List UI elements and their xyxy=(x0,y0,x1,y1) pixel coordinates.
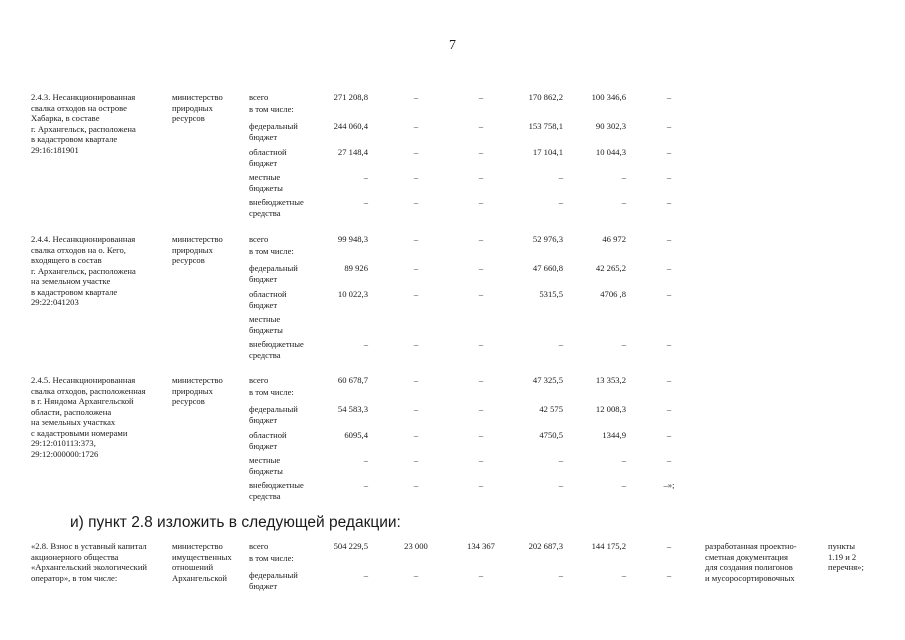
value-cell: 144 175,2 xyxy=(591,541,626,551)
item-name-line: Хабарка, в составе xyxy=(31,113,100,123)
responsible-body-line: природных xyxy=(172,244,213,255)
value-cell: – xyxy=(558,172,563,182)
item-name-line: 29:12:000000:1726 xyxy=(31,448,99,459)
value-cell: – xyxy=(621,339,626,349)
item-name-line: свалка отходов на острове xyxy=(31,102,127,113)
value-cell: – xyxy=(413,339,419,349)
responsible-body xyxy=(172,375,223,407)
value-cell: 271 208,8 xyxy=(333,92,368,102)
value-cell: – xyxy=(363,455,368,465)
funding-source xyxy=(249,234,268,245)
value-cell: – xyxy=(478,263,484,273)
responsible-body xyxy=(172,92,223,124)
value-cell: – xyxy=(413,147,419,157)
item-name-line: г. Архангельск, расположена xyxy=(31,265,136,276)
item-name-line: входящего в состав xyxy=(31,255,102,265)
item-name-line: свалка отходов, расположенная xyxy=(31,385,146,396)
item-name-line: 2.4.3. Несанкционированная xyxy=(31,92,136,102)
value-cell: – xyxy=(413,430,419,440)
responsible-body-line: природных xyxy=(172,385,213,396)
item-name xyxy=(31,541,147,583)
value-cell: – xyxy=(558,197,563,207)
value-cell: – xyxy=(478,121,484,131)
value-cell: – xyxy=(666,263,672,273)
funding-source xyxy=(249,553,294,564)
funding-source-line: бюджет xyxy=(249,273,278,284)
item-name-line: в кадастровом квартале xyxy=(31,286,118,297)
funding-source-line: в том числе: xyxy=(249,387,294,397)
value-cell: – xyxy=(413,263,419,273)
value-cell: – xyxy=(621,455,626,465)
funding-source-line: бюджет xyxy=(249,440,278,451)
value-cell: – xyxy=(363,172,368,182)
item-name-line: в кадастровом квартале xyxy=(31,134,118,144)
value-cell: – xyxy=(363,480,368,490)
value-cell: – xyxy=(413,172,419,182)
funding-source xyxy=(249,387,294,398)
value-cell: 6095,4 xyxy=(344,430,368,440)
value-cell: 42 265,2 xyxy=(595,263,626,273)
item-name-line: «Архангельский экологический xyxy=(31,562,148,572)
value-cell: – xyxy=(666,92,672,102)
funding-source-line: в том числе: xyxy=(249,246,294,256)
value-cell: 42 575 xyxy=(539,404,563,414)
value-cell: 504 229,5 xyxy=(333,541,368,551)
value-cell: – xyxy=(413,121,419,131)
funding-source xyxy=(249,455,283,476)
funding-source-line: в том числе: xyxy=(249,553,294,563)
value-cell: – xyxy=(478,570,484,580)
value-cell: 134 367 xyxy=(467,541,495,551)
expected-result-line: разработанная проектно- xyxy=(705,541,797,551)
responsible-body-line: ресурсов xyxy=(172,113,205,123)
reference xyxy=(828,541,864,573)
section-heading: и) пункт 2.8 изложить в следующей редакции: xyxy=(70,514,401,531)
item-name xyxy=(31,375,146,459)
value-cell: 202 687,3 xyxy=(528,541,563,551)
funding-source xyxy=(249,375,268,386)
responsible-body-line: ресурсов xyxy=(172,255,205,265)
item-name-line: 29:16:181901 xyxy=(31,144,79,155)
value-cell: – xyxy=(666,430,672,440)
item-name-line: в г. Няндома Архангельской xyxy=(31,396,134,406)
responsible-body-line: министерство xyxy=(172,541,223,551)
funding-source-line: бюджет xyxy=(249,131,278,142)
funding-source-line: местные xyxy=(249,314,281,324)
value-cell: – xyxy=(666,121,672,131)
expected-result-line: сметная документация xyxy=(705,551,788,562)
funding-source xyxy=(249,246,294,257)
funding-source-line: бюджеты xyxy=(249,182,283,193)
value-cell: – xyxy=(666,172,672,182)
value-cell: – xyxy=(413,455,419,465)
funding-source-line: бюджеты xyxy=(249,324,283,335)
value-cell: 27 148,4 xyxy=(337,147,368,157)
funding-source xyxy=(249,197,304,218)
expected-result xyxy=(705,541,797,583)
funding-source xyxy=(249,314,283,335)
value-cell: 47 660,8 xyxy=(532,263,563,273)
value-cell: – xyxy=(413,404,419,414)
value-cell: – xyxy=(666,375,672,385)
funding-source xyxy=(249,339,304,360)
value-cell: 10 022,3 xyxy=(337,289,368,299)
funding-source xyxy=(249,404,298,425)
value-cell: 99 948,3 xyxy=(337,234,368,244)
value-cell: –»; xyxy=(663,480,675,490)
value-cell: – xyxy=(558,339,563,349)
funding-source-line: средства xyxy=(249,349,281,360)
value-cell: – xyxy=(478,430,484,440)
funding-source-line: внебюджетные xyxy=(249,480,304,490)
value-cell: 13 353,2 xyxy=(595,375,626,385)
value-cell: – xyxy=(621,172,626,182)
funding-source-line: областной xyxy=(249,147,287,157)
item-name-line: 29:22:041203 xyxy=(31,297,79,307)
funding-source-line: в том числе: xyxy=(249,104,294,114)
value-cell: – xyxy=(413,289,419,299)
funding-source-line: федеральный xyxy=(249,121,298,131)
value-cell: – xyxy=(558,570,563,580)
funding-source-line: средства xyxy=(249,207,281,218)
funding-source-line: всего xyxy=(249,92,269,102)
item-name-line: «2.8. Взнос в уставный капитал xyxy=(31,541,147,551)
value-cell: 90 302,3 xyxy=(595,121,626,131)
item-name xyxy=(31,234,136,308)
value-cell: 100 346,6 xyxy=(591,92,626,102)
funding-source xyxy=(249,121,298,142)
item-name-line: свалка отходов на о. Кего, xyxy=(31,244,126,255)
value-cell: 5315,5 xyxy=(539,289,563,299)
value-cell: – xyxy=(478,234,484,244)
responsible-body-line: отношений xyxy=(172,562,214,572)
funding-source-line: бюджет xyxy=(249,157,278,168)
value-cell: – xyxy=(478,339,484,349)
funding-source xyxy=(249,104,294,115)
value-cell: 1344,9 xyxy=(602,430,626,440)
value-cell: – xyxy=(413,234,419,244)
value-cell: 52 976,3 xyxy=(532,234,563,244)
item-name-line: 2.4.4. Несанкционированная xyxy=(31,234,136,244)
funding-source-line: бюджеты xyxy=(249,465,283,476)
value-cell: 153 758,1 xyxy=(528,121,563,131)
funding-source-line: федеральный xyxy=(249,263,298,273)
value-cell: 89 926 xyxy=(344,263,368,273)
responsible-body-line: ресурсов xyxy=(172,396,205,406)
value-cell: – xyxy=(478,172,484,182)
funding-source-line: местные xyxy=(249,172,281,182)
funding-source-line: федеральный xyxy=(249,570,298,580)
value-cell: – xyxy=(558,480,563,490)
funding-source-line: всего xyxy=(249,375,269,385)
value-cell: 23 000 xyxy=(404,541,428,551)
funding-source-line: бюджет xyxy=(249,414,278,425)
value-cell: – xyxy=(666,541,672,551)
responsible-body-line: министерство xyxy=(172,375,223,385)
item-name-line: 29:12:010113:373, xyxy=(31,438,96,448)
item-name xyxy=(31,92,136,155)
funding-source-line: средства xyxy=(249,490,281,501)
item-name-line: области, расположена xyxy=(31,406,112,417)
funding-source-line: внебюджетные xyxy=(249,339,304,349)
value-cell: – xyxy=(666,197,672,207)
reference-line: перечня»; xyxy=(828,562,864,572)
value-cell: – xyxy=(558,455,563,465)
item-name-line: оператор», в том числе: xyxy=(31,572,118,583)
value-cell: – xyxy=(666,289,672,299)
value-cell: 4706 ,8 xyxy=(600,289,626,299)
value-cell: – xyxy=(666,339,672,349)
reference-line: пункты xyxy=(828,541,856,551)
item-name-line: с кадастровыми номерами xyxy=(31,427,128,438)
value-cell: – xyxy=(413,197,419,207)
value-cell: – xyxy=(478,289,484,299)
item-name-line: на земельном участке xyxy=(31,276,111,286)
responsible-body-line: министерство xyxy=(172,234,223,244)
value-cell: – xyxy=(363,339,368,349)
value-cell: 46 972 xyxy=(602,234,626,244)
funding-source-line: областной xyxy=(249,289,287,299)
responsible-body xyxy=(172,234,223,266)
value-cell: 12 008,3 xyxy=(595,404,626,414)
value-cell: – xyxy=(621,197,626,207)
funding-source-line: всего xyxy=(249,541,269,551)
funding-source-line: областной xyxy=(249,430,287,440)
value-cell: – xyxy=(478,480,484,490)
value-cell: – xyxy=(621,570,626,580)
value-cell: – xyxy=(666,404,672,414)
funding-source-line: внебюджетные xyxy=(249,197,304,207)
value-cell: – xyxy=(666,570,672,580)
item-name-line: акционерного общества xyxy=(31,551,119,562)
value-cell: – xyxy=(413,570,419,580)
funding-source-line: бюджет xyxy=(249,580,278,591)
funding-source xyxy=(249,289,287,310)
funding-source xyxy=(249,570,298,591)
value-cell: – xyxy=(478,455,484,465)
funding-source-line: бюджет xyxy=(249,299,278,310)
value-cell: – xyxy=(363,570,368,580)
responsible-body xyxy=(172,541,232,583)
value-cell: 54 583,3 xyxy=(337,404,368,414)
funding-source-line: федеральный xyxy=(249,404,298,414)
responsible-body-line: имущественных xyxy=(172,551,232,562)
item-name-line: г. Архангельск, расположена xyxy=(31,123,136,134)
responsible-body-line: природных xyxy=(172,102,213,113)
funding-source xyxy=(249,147,287,168)
responsible-body-line: министерство xyxy=(172,92,223,102)
page-number: 7 xyxy=(449,38,456,53)
item-name-line: на земельных участках xyxy=(31,417,116,427)
value-cell: – xyxy=(666,234,672,244)
value-cell: 17 104,1 xyxy=(532,147,563,157)
value-cell: 4750,5 xyxy=(539,430,563,440)
value-cell: 170 862,2 xyxy=(528,92,563,102)
value-cell: 60 678,7 xyxy=(337,375,368,385)
value-cell: – xyxy=(478,147,484,157)
funding-source-line: местные xyxy=(249,455,281,465)
value-cell: – xyxy=(413,92,419,102)
reference-line: 1.19 и 2 xyxy=(828,551,857,562)
value-cell: – xyxy=(478,197,484,207)
funding-source xyxy=(249,541,268,552)
funding-source xyxy=(249,92,268,103)
value-cell: – xyxy=(413,480,419,490)
funding-source xyxy=(249,263,298,284)
value-cell: 47 325,5 xyxy=(532,375,563,385)
expected-result-line: для создания полигонов xyxy=(705,562,793,572)
responsible-body-line: Архангельской xyxy=(172,572,227,583)
value-cell: – xyxy=(413,375,419,385)
value-cell: – xyxy=(666,455,672,465)
value-cell: – xyxy=(478,375,484,385)
value-cell: – xyxy=(478,92,484,102)
value-cell: 10 044,3 xyxy=(595,147,626,157)
value-cell: – xyxy=(363,197,368,207)
expected-result-line: и мусоросортировочных xyxy=(705,572,795,583)
value-cell: – xyxy=(666,147,672,157)
funding-source xyxy=(249,172,283,193)
funding-source xyxy=(249,480,304,501)
funding-source-line: всего xyxy=(249,234,269,244)
value-cell: – xyxy=(478,404,484,414)
funding-source xyxy=(249,430,287,451)
value-cell: 244 060,4 xyxy=(333,121,368,131)
value-cell: – xyxy=(621,480,626,490)
item-name-line: 2.4.5. Несанкционированная xyxy=(31,375,136,385)
